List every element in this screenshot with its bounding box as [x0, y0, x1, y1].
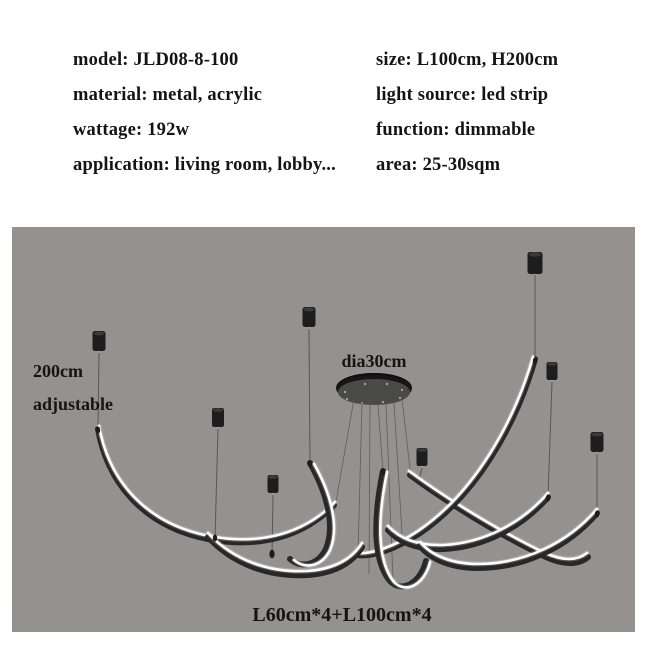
ceiling-mount-cylinder: [528, 252, 543, 276]
ceiling-mount-cylinder: [303, 307, 316, 329]
spec-light-source: light source: led strip: [376, 85, 549, 105]
spec-area: area: 25-30sqm: [376, 155, 501, 175]
ceiling-mount-cylinder: [591, 432, 604, 454]
canopy-diameter-label: dia30cm: [341, 351, 407, 371]
chandelier-illustration: [12, 227, 635, 632]
product-diagram: [12, 227, 635, 632]
ceiling-mount-cylinder: [212, 408, 224, 429]
ceiling-mount-cylinder: [547, 362, 558, 382]
strip-length-caption: L60cm*4+L100cm*4: [252, 604, 432, 626]
height-label-line2: adjustable: [33, 394, 114, 414]
spec-material: material: metal, acrylic: [73, 85, 263, 105]
spec-size: size: L100cm, H200cm: [376, 50, 559, 70]
ceiling-mount-cylinder: [93, 331, 106, 353]
ceiling-mount-cylinder: [268, 475, 279, 495]
height-label-line1: 200cm: [33, 361, 83, 381]
spec-model: model: JLD08-8-100: [73, 50, 239, 70]
spec-wattage: wattage: 192w: [73, 120, 190, 140]
spec-application: application: living room, lobby...: [73, 155, 336, 175]
spec-function: function: dimmable: [376, 120, 536, 140]
ceiling-mount-cylinder: [417, 448, 428, 468]
